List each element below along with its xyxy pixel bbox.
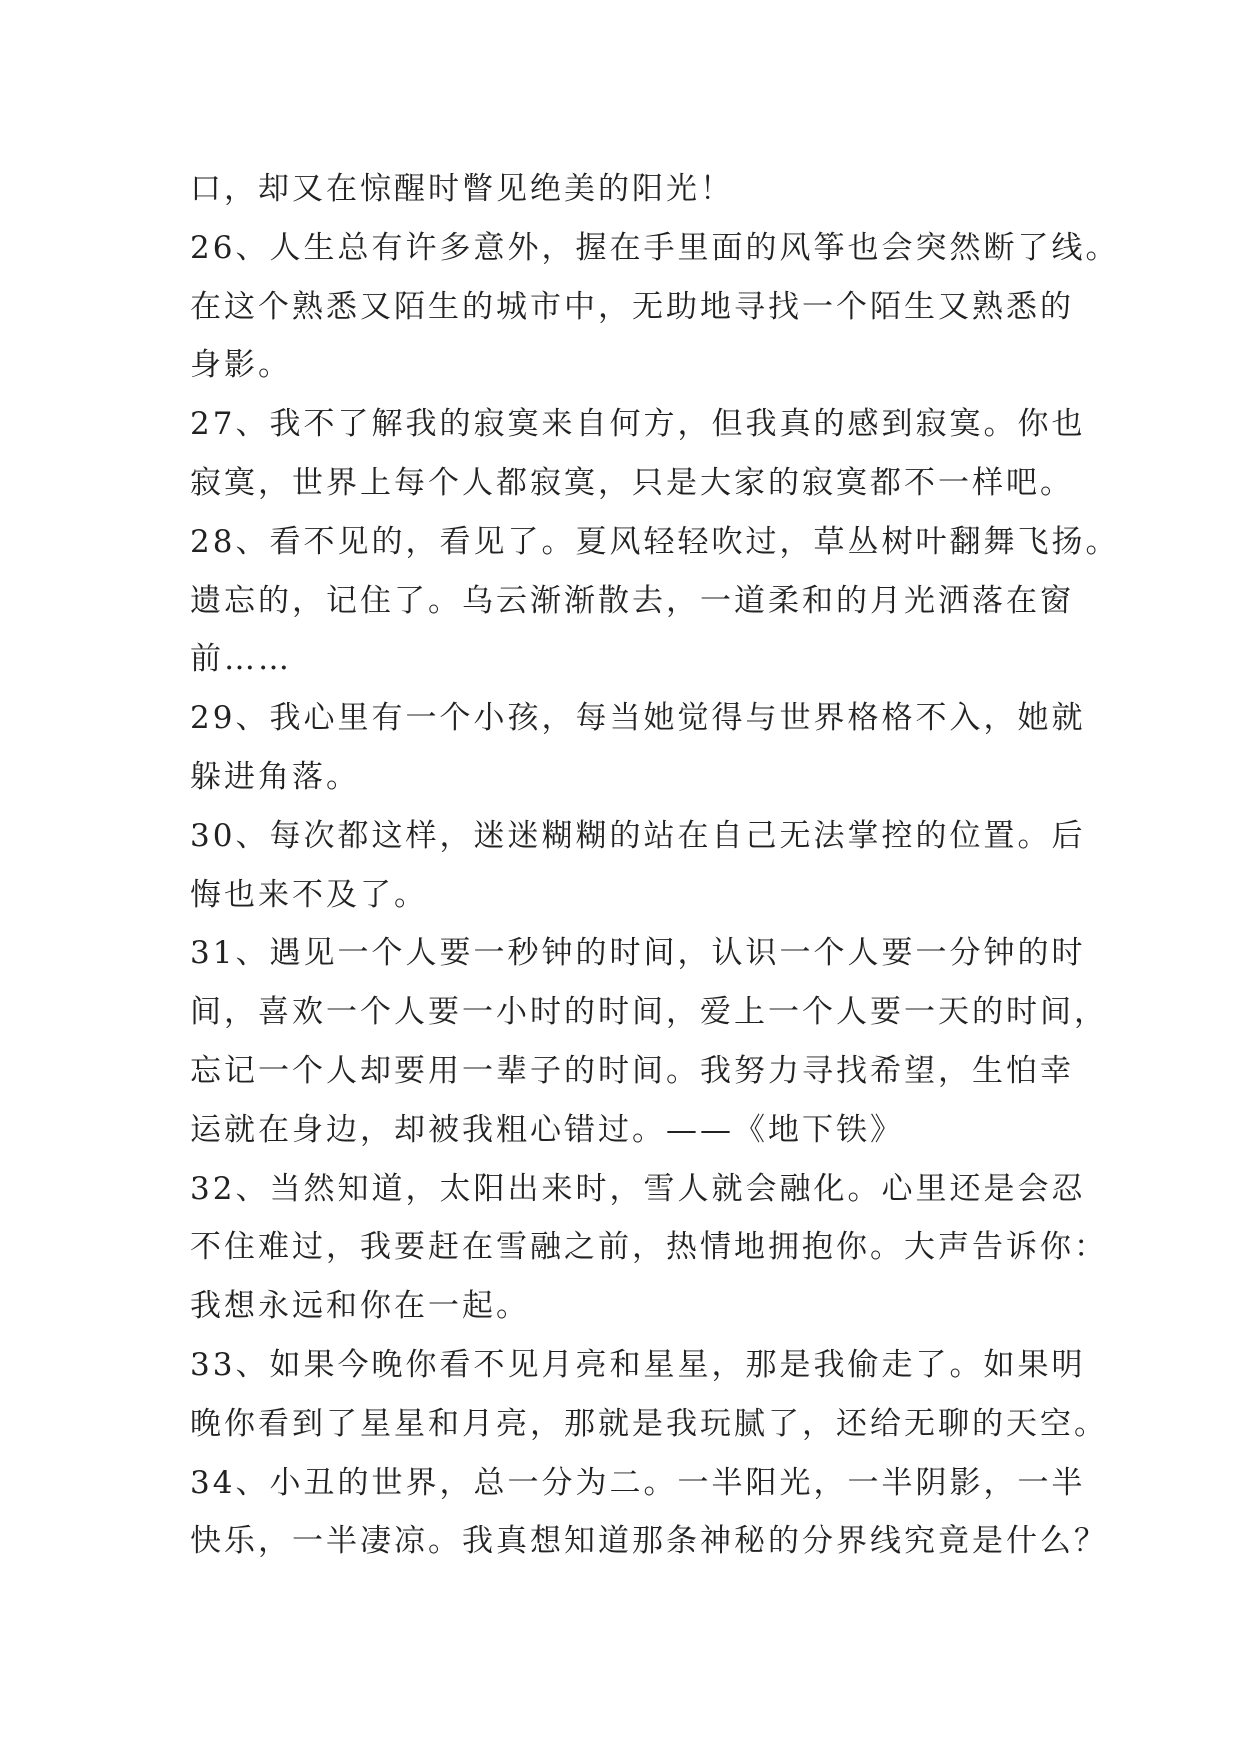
text-line: 寂寞，世界上每个人都寂寞，只是大家的寂寞都不一样吧。 [190, 464, 1074, 501]
text-line: 在这个熟悉又陌生的城市中，无助地寻找一个陌生又熟悉的 [190, 288, 1074, 325]
text-line: 34、小丑的世界，总一分为二。一半阳光，一半阴影，一半 [190, 1464, 1086, 1501]
text-line: 32、当然知道，太阳出来时，雪人就会融化。心里还是会忍 [190, 1170, 1086, 1207]
text-line: 不住难过，我要赶在雪融之前，热情地拥抱你。大声告诉你： [190, 1229, 1108, 1266]
text-line: 躲进角落。 [190, 758, 360, 795]
text-line: 前…… [190, 641, 292, 678]
text-line: 忘记一个人却要用一辈子的时间。我努力寻找希望，生怕幸 [190, 1052, 1074, 1089]
text-line: 30、每次都这样，迷迷糊糊的站在自己无法掌控的位置。后 [190, 817, 1086, 854]
text-line: 31、遇见一个人要一秒钟的时间，认识一个人要一分钟的时 [190, 935, 1086, 972]
text-line: 口，却又在惊醒时瞥见绝美的阳光！ [190, 171, 734, 207]
text-line: 28、看不见的，看见了。夏风轻轻吹过，草丛树叶翻舞飞扬。 [190, 523, 1120, 560]
text-line: 29、我心里有一个小孩，每当她觉得与世界格格不入，她就 [190, 700, 1086, 737]
document-text-body [190, 160, 1120, 1571]
text-line: 间，喜欢一个人要一小时的时间，爱上一个人要一天的时间， [190, 994, 1108, 1031]
text-line: 悔也来不及了。 [190, 876, 428, 913]
text-line: 遗忘的，记住了。乌云渐渐散去，一道柔和的月光洒落在窗 [190, 582, 1074, 619]
text-line: 33、如果今晚你看不见月亮和星星，那是我偷走了。如果明 [190, 1346, 1086, 1383]
text-line: 晚你看到了星星和月亮，那就是我玩腻了，还给无聊的天空。 [190, 1405, 1108, 1442]
text-line: 身影。 [190, 347, 292, 384]
text-line: 27、我不了解我的寂寞来自何方，但我真的感到寂寞。你也 [190, 406, 1086, 443]
text-line: 快乐，一半凄凉。我真想知道那条神秘的分界线究竟是什么？ [190, 1523, 1108, 1560]
text-line: 我想永远和你在一起。 [190, 1288, 530, 1325]
text-line: 运就在身边，却被我粗心错过。——《地下铁》 [190, 1111, 904, 1148]
text-line: 26、人生总有许多意外，握在手里面的风筝也会突然断了线。 [190, 229, 1120, 266]
